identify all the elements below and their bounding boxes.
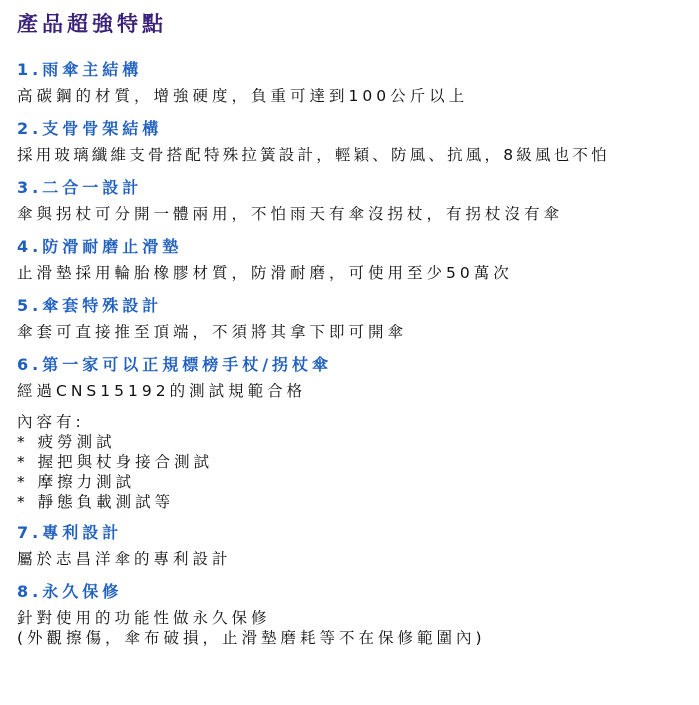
section-heading-3: 3.二合一設計 (17, 178, 143, 197)
contents-item: * 疲勞測試 (17, 433, 116, 451)
body-line: (外觀擦傷，傘布破損，止滑墊磨耗等不在保修範圍內) (17, 629, 486, 647)
body-line: 屬於志昌洋傘的專利設計 (17, 550, 232, 568)
contents-label: 內容有: (17, 413, 85, 431)
section-heading-6: 6.第一家可以正規標榜手杖/拐杖傘 (17, 355, 333, 374)
body-line: 採用玻璃纖維支骨搭配特殊拉簧設計，輕穎、防風、抗風，8級風也不怕 (17, 146, 610, 164)
section-body-5 (17, 322, 407, 342)
body-line: 傘套可直接推至頂端，不須將其拿下即可開傘 (17, 323, 408, 341)
section-body-6 (17, 381, 306, 401)
section-body-1 (17, 86, 468, 106)
body-line: 止滑墊採用輪胎橡膠材質，防滑耐磨，可使用至少50萬次 (17, 264, 513, 282)
body-line: 經過CNS15192的測試規範合格 (17, 382, 307, 400)
section-body-4 (17, 263, 513, 283)
page-title: 產品超強特點 (17, 12, 167, 36)
contents-item: * 靜態負載測試等 (17, 493, 175, 511)
section-body-2 (17, 145, 610, 165)
body-line: 高碳鋼的材質，增強硬度，負重可達到100公斤以上 (17, 87, 469, 105)
body-line: 傘與拐杖可分開一體兩用，不怕雨天有傘沒拐杖，有拐杖沒有傘 (17, 205, 564, 223)
body-line: 針對使用的功能性做永久保修 (17, 609, 271, 627)
section-body-8 (17, 608, 486, 648)
section-heading-8: 8.永久保修 (17, 582, 123, 601)
contents-list (17, 412, 213, 512)
contents-item: * 握把與杖身接合測試 (17, 453, 214, 471)
section-heading-5: 5.傘套特殊設計 (17, 296, 163, 315)
section-body-7 (17, 549, 232, 569)
contents-item: * 摩擦力測試 (17, 473, 136, 491)
section-heading-1: 1.雨傘主結構 (17, 60, 143, 79)
section-body-3 (17, 204, 563, 224)
section-heading-4: 4.防滑耐磨止滑墊 (17, 237, 183, 256)
section-heading-2: 2.支骨骨架結構 (17, 119, 163, 138)
section-heading-7: 7.專利設計 (17, 523, 123, 542)
